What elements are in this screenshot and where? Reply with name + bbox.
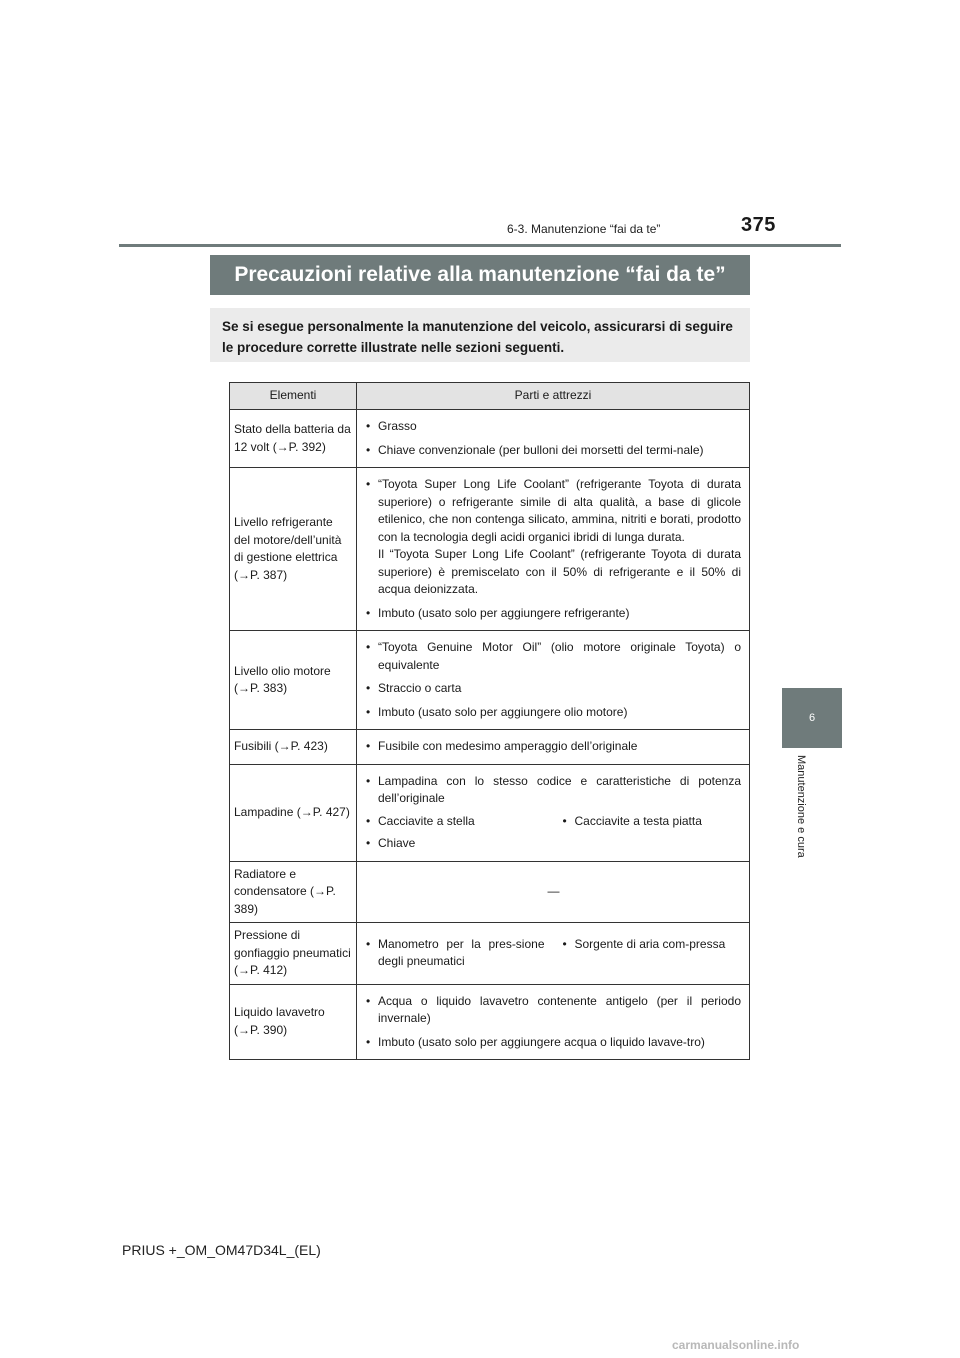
list-item: • Lampadina con lo stesso codice e caratteristiche di potenza dell’originale [366, 773, 741, 808]
intro-text: Se si esegue personalmente la manutenzione del veicolo, assicurarsi di seguire le procedure corrette illustrate nelle sezioni seguenti. [210, 308, 750, 362]
page-title: Precauzioni relative alla manutenzione “fai da te” [210, 255, 750, 295]
row-element: Lampadine (→P. 427) [230, 764, 357, 861]
table-row [230, 923, 750, 985]
list-item: • Grasso [366, 418, 741, 436]
list-item: • Sorgente di aria com-pressa [563, 936, 742, 954]
two-column-list [366, 933, 741, 973]
row-parts [357, 923, 750, 985]
document-code: PRIUS +_OM_OM47D34L_(EL) [122, 1242, 321, 1258]
maintenance-table [229, 382, 750, 1060]
list-item: • Imbuto (usato solo per aggiungere acqua o liquido lavave-tro) [366, 1034, 741, 1052]
row-parts [357, 468, 750, 631]
two-column-list [366, 810, 741, 833]
column-header-parts: Parti e attrezzi [357, 383, 750, 410]
list-item: • Imbuto (usato solo per aggiungere olio motore) [366, 704, 741, 722]
list-item: • “Toyota Genuine Motor Oil” (olio motore originale Toyota) o equivalente [366, 639, 741, 674]
header-rule [119, 244, 841, 247]
row-element: Pressione di gonfiaggio pneumatici (→P. 412) [230, 923, 357, 985]
row-parts-empty-dash: — [357, 861, 750, 923]
table-row [230, 631, 750, 730]
page-number: 375 [741, 214, 776, 236]
list-item-note: Il “Toyota Super Long Life Coolant” (refrigerante Toyota di durata superiore) è premiscelato con il 50% di refrigerante e il 50% di acqua deionizzata. [378, 547, 741, 596]
table-row [230, 730, 750, 765]
table-row [230, 861, 750, 923]
column-header-elements: Elementi [230, 383, 357, 410]
list-item: • Imbuto (usato solo per aggiungere refrigerante) [366, 605, 741, 623]
list-item: • Chiave convenzionale (per bulloni dei morsetti del termi-nale) [366, 442, 741, 460]
row-parts [357, 631, 750, 730]
table-row [230, 468, 750, 631]
row-parts [357, 764, 750, 861]
row-element: Stato della batteria da 12 volt (→P. 392) [230, 410, 357, 468]
list-item: • Cacciavite a stella [366, 813, 545, 831]
list-item: • Manometro per la pres-sione degli pneumatici [366, 936, 545, 971]
row-element: Radiatore e condensatore (→P. 389) [230, 861, 357, 923]
row-element: Liquido lavavetro (→P. 390) [230, 984, 357, 1060]
list-item: • Acqua o liquido lavavetro contenente antigelo (per il periodo invernale) [366, 993, 741, 1028]
table-row [230, 410, 750, 468]
list-item: • Chiave [366, 835, 741, 853]
list-item: • Cacciavite a testa piatta [563, 813, 742, 831]
table-row [230, 984, 750, 1060]
row-element: Fusibili (→P. 423) [230, 730, 357, 765]
list-item: • Straccio o carta [366, 680, 741, 698]
row-parts [357, 410, 750, 468]
row-element: Livello olio motore (→P. 383) [230, 631, 357, 730]
watermark: carmanualsonline.info [672, 1338, 800, 1352]
header-section-title: 6-3. Manutenzione “fai da te” [507, 222, 661, 236]
list-item [366, 476, 741, 599]
chapter-tab: 6 [782, 688, 842, 748]
list-item-text: “Toyota Super Long Life Coolant” (refrigerante Toyota di durata superiore) o refrigerante simile di alta qualità, a base di glicole etilenico, che non contenga silicato, ammina, nitriti e borati, prodotto con la tecnologia degli acidi organici ibridi di lunga durata. [378, 477, 741, 544]
list-item: • Fusibile con medesimo amperaggio dell’originale [366, 738, 741, 756]
table-header-row [230, 383, 750, 410]
chapter-label: Manutenzione e cura [795, 755, 807, 858]
row-parts [357, 730, 750, 765]
row-element: Livello refrigerante del motore/dell’unità di gestione elettrica (→P. 387) [230, 468, 357, 631]
table-row [230, 764, 750, 861]
row-parts [357, 984, 750, 1060]
